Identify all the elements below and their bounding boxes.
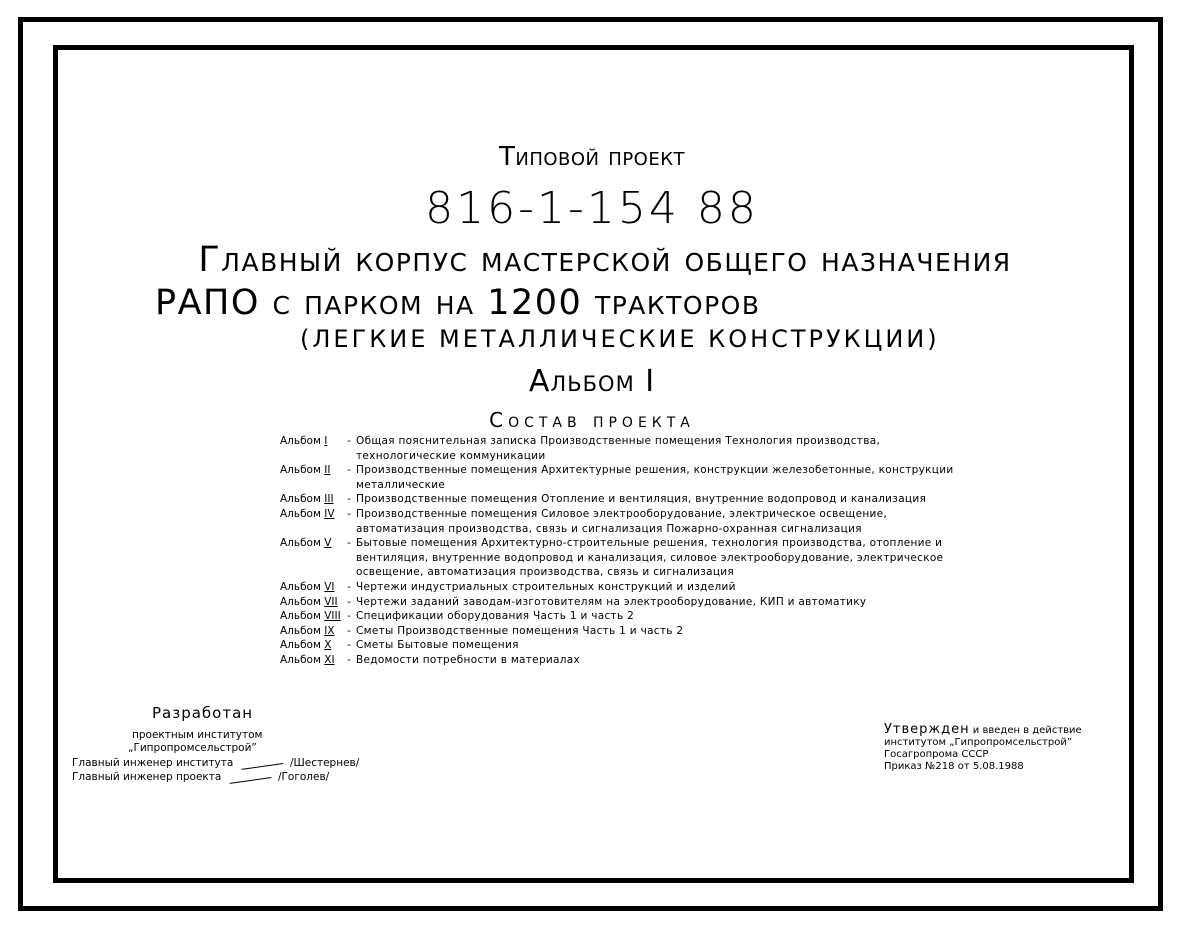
list-item: Альбом IX - Сметы Производственные помещения Часть 1 и часть 2	[280, 624, 960, 639]
album-desc: Сметы Бытовые помещения	[356, 639, 519, 652]
album-desc: Ведомости потребности в материалах	[356, 653, 581, 666]
album-label: Альбом	[280, 653, 321, 666]
album-desc: Производственные помещения Силовое электрооборудование, электрическое освещение, автоматизация производства, связь и сигнализация Пожарно-охранная сигнализация	[356, 507, 888, 535]
album-label: Альбом	[280, 624, 321, 637]
album-desc: Общая пояснительная записка Производственные помещения Технология производства, технологические коммуникации	[356, 435, 881, 462]
signature-icon	[228, 771, 271, 784]
album-label: Альбом	[280, 595, 321, 608]
contents-heading: Состав проекта	[489, 408, 695, 432]
approval-line1: и введен в действие	[972, 725, 1082, 736]
project-title-line1: Главный корпус мастерской общего назначения	[198, 240, 1012, 280]
approval-line2: институтом „Гипропромсельстрой”	[884, 737, 1073, 748]
album-num: II	[324, 464, 331, 477]
list-item: Альбом IV - Производственные помещения Силовое электрооборудование, электрическое освещение, автоматизация производства, связь и сигнализация Пожарно-охранная сигнализация	[280, 507, 960, 536]
list-item: Альбом II - Производственные помещения Архитектурные решения, конструкции железобетонные, конструкции металлические	[280, 463, 960, 492]
list-item: Альбом I - Общая пояснительная записка Производственные помещения Технология производства, технологические коммуникации	[280, 434, 960, 463]
approval-title: Утвержден	[884, 722, 970, 737]
album-desc: Сметы Производственные помещения Часть 1 и часть 2	[356, 624, 684, 637]
album-label: Альбом	[280, 639, 321, 652]
list-item: Альбом III - Производственные помещения Отопление и вентиляция, внутренние водопровод и канализация	[280, 492, 960, 507]
list-item: Альбом VIII - Спецификации оборудования Часть 1 и часть 2	[280, 609, 960, 624]
album-num: XI	[324, 653, 335, 666]
album-num: X	[324, 639, 332, 652]
list-item: Альбом VI - Чертежи индустриальных строительных конструкций и изделий	[280, 580, 960, 595]
album-desc: Производственные помещения Архитектурные решения, конструкции железобетонные, конструкции металлические	[356, 464, 954, 491]
album-num: I	[324, 435, 328, 447]
approval-line3: Госагропрома СССР	[884, 749, 989, 760]
approval-line4: Приказ №218 от 5.08.1988	[884, 761, 1024, 772]
developer-line2: „Гипропромсельстрой”	[128, 742, 257, 754]
album-label: Альбом	[280, 435, 321, 447]
album-number: Альбом I	[528, 364, 656, 399]
project-type: Типовой проект	[498, 142, 685, 172]
project-code: 816-1-154 88	[425, 183, 759, 234]
project-subtitle: (ЛЕГКИЕ МЕТАЛЛИЧЕСКИЕ КОНСТРУКЦИИ)	[300, 325, 940, 353]
album-label: Альбом	[280, 493, 321, 506]
chief-project-label: Главный инженер проекта	[72, 771, 222, 783]
album-num: IV	[324, 507, 335, 520]
list-item: Альбом XI - Ведомости потребности в материалах	[280, 653, 960, 668]
chief-project-name: /Гоголев/	[277, 771, 330, 783]
list-item: Альбом VII - Чертежи заданий заводам-изготовителям на электрооборудование, КИП и автоматику	[280, 595, 960, 610]
album-num: III	[324, 493, 334, 506]
list-item: Альбом V - Бытовые помещения Архитектурно-строительные решения, технология производства, отопление и вентиляция, внутренние водопровод и канализация, силовое электрооборудование, электрическое освещение, автоматизация производства, связь и сигнализация	[280, 536, 960, 580]
signature-icon	[240, 757, 283, 770]
album-num: IX	[324, 624, 335, 637]
album-num: VI	[324, 580, 335, 593]
album-num: VIII	[324, 610, 341, 623]
project-title-line2: РАПО с парком на 1200 тракторов	[155, 283, 761, 323]
developer-heading: Разработан	[152, 704, 254, 722]
album-desc: Производственные помещения Отопление и вентиляция, внутренние водопровод и канализация	[356, 493, 927, 506]
album-num: VII	[324, 595, 338, 608]
contents-list	[280, 434, 960, 668]
album-desc: Чертежи заданий заводам-изготовителям на электрооборудование, КИП и автоматику	[356, 595, 867, 608]
album-desc: Чертежи индустриальных строительных конструкций и изделий	[356, 580, 736, 593]
album-desc: Спецификации оборудования Часть 1 и часть 2	[356, 610, 635, 623]
album-desc: Бытовые помещения Архитектурно-строительные решения, технология производства, отопление и вентиляция, внутренние водопровод и канализация, силовое электрооборудование, электрическое освещение, автоматизация производства, связь и сигнализация	[356, 537, 944, 579]
approval-block	[884, 724, 1082, 773]
album-label: Альбом	[280, 464, 321, 477]
album-label: Альбом	[280, 580, 321, 593]
album-label: Альбом	[280, 507, 321, 520]
list-item: Альбом X - Сметы Бытовые помещения	[280, 638, 960, 653]
album-num: V	[324, 537, 332, 550]
album-label: Альбом	[280, 610, 321, 623]
developer-line1: проектным институтом	[132, 729, 263, 741]
album-label: Альбом	[280, 537, 321, 550]
chief-institute-label: Главный инженер института	[72, 757, 234, 769]
chief-institute-name: /Шестернев/	[289, 757, 360, 769]
